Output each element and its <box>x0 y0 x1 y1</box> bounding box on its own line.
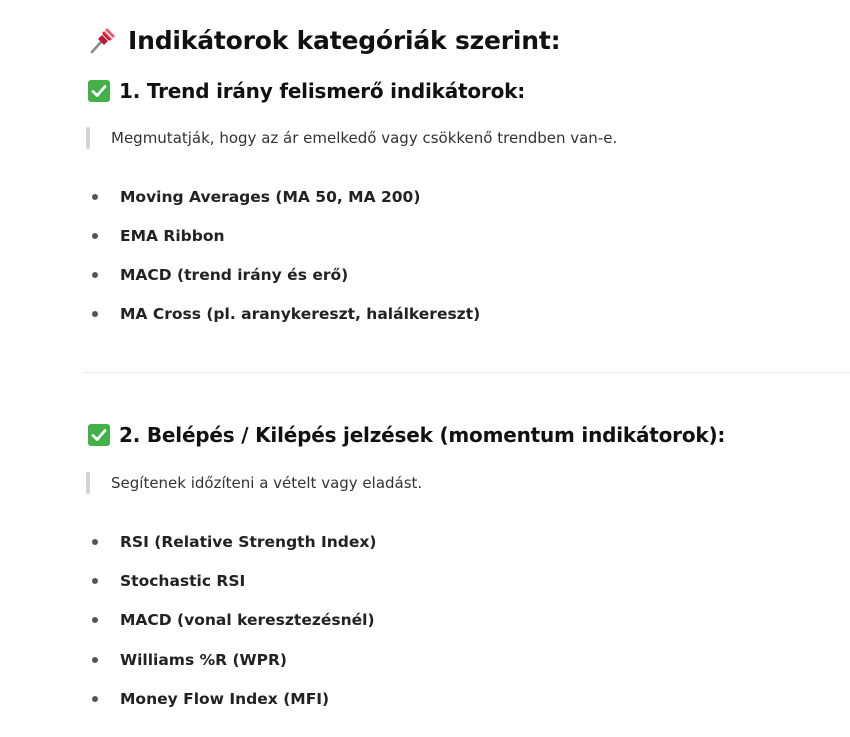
list-item-text: RSI (Relative Strength Index) <box>120 533 377 551</box>
blockquote-bar <box>86 472 90 494</box>
list-item-text: Moving Averages (MA 50, MA 200) <box>120 188 421 206</box>
list-item <box>92 570 245 592</box>
blockquote-text: Megmutatják, hogy az ár emelkedő vagy csökkenő trendben van-e. <box>111 129 618 147</box>
pushpin-icon <box>88 25 118 55</box>
list-item-text: Money Flow Index (MFI) <box>120 690 330 708</box>
bullet <box>92 696 98 702</box>
blockquote <box>86 472 422 494</box>
list-item <box>92 225 225 247</box>
list-item-text: Stochastic RSI <box>120 572 246 590</box>
blockquote-bar <box>86 127 90 149</box>
check-mark-icon <box>88 424 110 446</box>
list-item <box>92 531 377 553</box>
list-item <box>92 649 287 671</box>
list-item-text: MACD (vonal keresztezésnél) <box>120 611 375 629</box>
bullet <box>92 233 98 239</box>
bullet <box>92 272 98 278</box>
bullet <box>92 194 98 200</box>
list-item <box>92 688 329 710</box>
blockquote-text: Segítenek időzíteni a vételt vagy eladást. <box>111 474 423 492</box>
section-heading-trend <box>88 77 525 105</box>
section-heading-text: 2. Belépés / Kilépés jelzések (momentum indikátorok): <box>119 423 726 447</box>
list-item-text: EMA Ribbon <box>120 227 225 245</box>
bullet <box>92 578 98 584</box>
bullet <box>92 311 98 317</box>
list-item <box>92 186 420 208</box>
blockquote <box>86 127 617 149</box>
list-item-text: Williams %R (WPR) <box>120 651 288 669</box>
horizontal-divider <box>84 372 850 373</box>
bullet <box>92 539 98 545</box>
check-mark-icon <box>88 80 110 102</box>
bullet <box>92 617 98 623</box>
bullet <box>92 657 98 663</box>
list-item-text: MACD (trend irány és erő) <box>120 266 349 284</box>
list-item <box>92 264 348 286</box>
list-item-text: MA Cross (pl. aranykereszt, halálkereszt) <box>120 305 481 323</box>
page-title-text: Indikátorok kategóriák szerint: <box>128 25 561 55</box>
list-item <box>92 609 375 631</box>
section-heading-momentum <box>88 421 725 449</box>
section-heading-text: 1. Trend irány felismerő indikátorok: <box>119 79 526 103</box>
list-item <box>92 303 480 325</box>
page-title <box>88 22 560 58</box>
